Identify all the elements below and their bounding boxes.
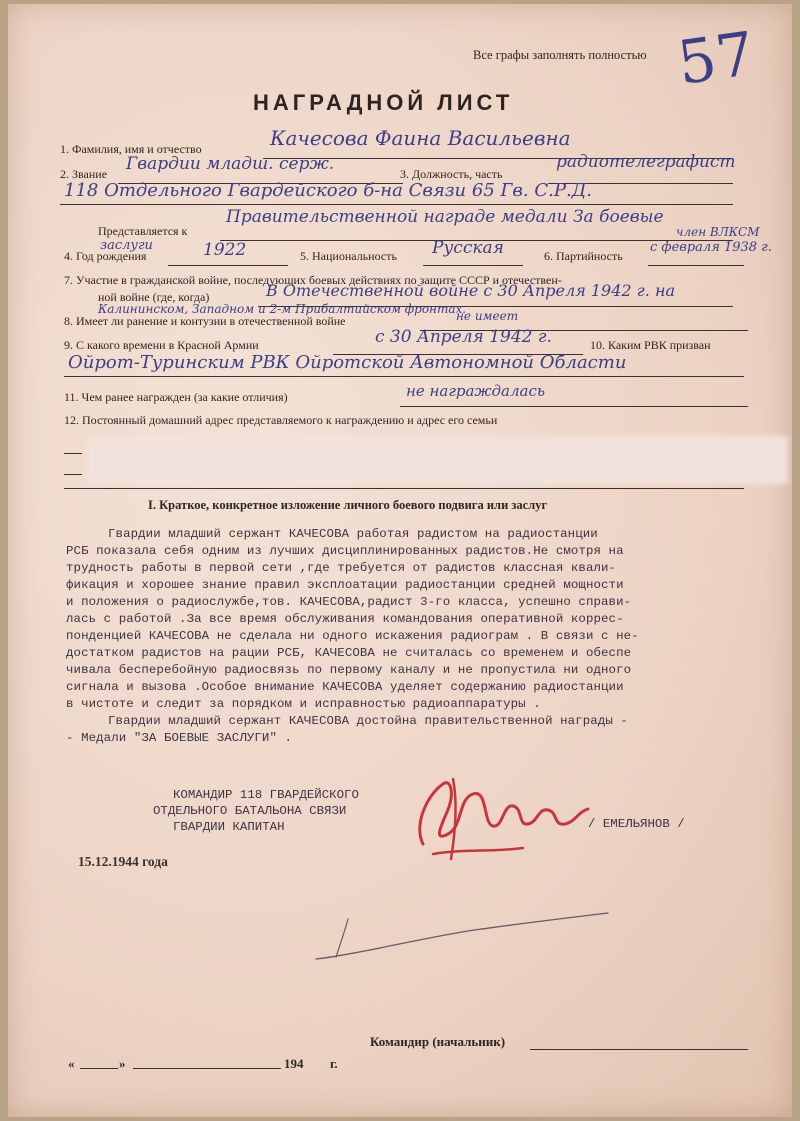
field-5-value: Русская (432, 238, 504, 258)
field-6-value: с февраля 1938 г. (650, 240, 772, 255)
field-7-value-2: Калининском, Западном и 2-м Прибалтийском фронтах. (98, 302, 467, 316)
field-12-label: 12. Постоянный домашний адрес представляемого к награждению и адрес его семьи (64, 413, 498, 427)
represented-value-2: заслуги (100, 238, 153, 253)
section-divider (64, 488, 744, 489)
pencil-signature (308, 909, 618, 969)
narrative-line: сигнала и вызова .Особое внимание КАЧЕСОВА уделяет содержанию радиостанции (66, 680, 624, 694)
field-12-dash-1 (64, 453, 82, 454)
field-10-label: 10. Каким РВК призван (590, 338, 711, 352)
field-8-value: не имеет (456, 309, 519, 323)
narrative-line: чивала бесперебойную радиосвязь по первому каналу и не пропустила ни одного (66, 663, 632, 677)
footer-year: 194 (284, 1056, 304, 1071)
field-3-value-2: 118 Отдельного Гвардейского б-на Связи 65 Гв. С.Р.Д. (64, 180, 593, 201)
header-note: Все графы заполнять полностью (473, 48, 647, 62)
field-2-value: Гвардии младш. серж. (126, 154, 335, 174)
field-11-label: 11. Чем ранее награжден (за какие отличия) (64, 390, 288, 404)
field-8-label: 8. Имеет ли ранение и контузии в отечественной войне (64, 314, 346, 328)
field-3-label: 3. Должность, часть (400, 167, 503, 181)
redacted-address-area (88, 436, 788, 484)
field-5-line (423, 265, 523, 266)
narrative-line: РСБ показала себя одним из лучших дисциплинированных радистов.Не смотря на (66, 544, 624, 558)
red-signature (403, 764, 603, 874)
footer-day-line (80, 1068, 118, 1069)
narrative-line: Гвардии младший сержант КАЧЕСОВА достойна правительственной награды - (108, 714, 628, 728)
narrative-line: в чистоте и следит за порядком и исправностью радиоаппаратуры . (66, 697, 541, 711)
field-10-line (64, 376, 744, 377)
field-4-label: 4. Год рождения (64, 249, 147, 263)
field-11-line (400, 406, 748, 407)
footer-quote-open: « (68, 1056, 75, 1071)
field-7-label-b: ной войне (где, когда) (98, 290, 210, 304)
narrative-line: - Медали "ЗА БОЕВЫЕ ЗАСЛУГИ" . (66, 731, 293, 745)
date: 15.12.1944 года (78, 854, 168, 869)
field-7-label-a: 7. Участие в гражданской войне, последующих боевых действиях по защите СССР и отечествен- (64, 273, 562, 287)
section-title: I. Краткое, конкретное изложение личного боевого подвига или заслуг (148, 498, 548, 512)
commander-name: / ЕМЕЛЬЯНОВ / (588, 817, 685, 831)
narrative-line: достатком радистов на рации РСБ, КАЧЕСОВА не считалась со временем и обеспе (66, 646, 632, 660)
field-1-label: 1. Фамилия, имя и отчество (60, 142, 202, 156)
field-4-line (168, 265, 288, 266)
field-10-value: Ойрот-Туринским РВК Ойротской Автономной Области (68, 352, 627, 373)
field-11-value: не награждалась (406, 382, 546, 400)
commander-line: ГВАРДИИ КАПИТАН (173, 820, 285, 834)
footer-month-line (133, 1068, 281, 1069)
handwritten-number: 57 (673, 19, 759, 99)
narrative-line: лась с работой .За все время обслуживания командования оперативной корреc- (66, 612, 624, 626)
page-title: НАГРАДНОЙ ЛИСТ (253, 90, 514, 115)
footer-commander-label: Командир (начальник) (370, 1034, 506, 1049)
field-9-value: с 30 Апреля 1942 г. (375, 327, 552, 347)
represented-value: Правительственной награде медали За боевые (226, 207, 664, 227)
footer-commander-line (530, 1049, 748, 1050)
field-3-line-2 (60, 204, 733, 205)
narrative-line: трудность работы в первой сети ,где требуется от радистов классная квали- (66, 561, 617, 575)
narrative-line: Гвардии младший сержант КАЧЕСОВА работая радистом на радиостанции (108, 527, 598, 541)
field-1-value: Качесова Фаина Васильевна (270, 126, 571, 150)
award-sheet (8, 4, 792, 1117)
narrative-line: фикация и хорошее знание правил эксплоатации радиостанции средней мощности (66, 578, 624, 592)
field-4-value: 1922 (203, 240, 247, 260)
field-12-dash-2 (64, 474, 82, 475)
field-6-label: 6. Партийность (544, 249, 623, 263)
footer-g: г. (330, 1056, 338, 1071)
represented-label: Представляется к (98, 224, 188, 238)
footer-quote-close: » (119, 1056, 126, 1071)
field-5-label: 5. Национальность (300, 249, 397, 263)
field-6-value-top: член ВЛКСМ (676, 225, 760, 239)
narrative-line: и положения о радиослужбе,тов. КАЧЕСОВА,радист 3-го класса, успешно справи- (66, 595, 632, 609)
commander-line: ОТДЕЛЬНОГО БАТАЛЬОНА СВЯЗИ (153, 804, 347, 818)
field-6-line (648, 265, 744, 266)
commander-line: КОМАНДИР 118 ГВАРДЕЙСКОГО (173, 788, 359, 802)
field-2-label: 2. Звание (60, 167, 108, 181)
field-7-value: В Отечественной войне с 30 Апреля 1942 г. на (266, 281, 676, 300)
field-9-label: 9. С какого времени в Красной Армии (64, 338, 259, 352)
narrative-line: понденцией КАЧЕСОВА не сделала ни одного искажения радиограм . В связи с не- (66, 629, 639, 643)
field-3-value: радиотелеграфист (556, 152, 736, 172)
